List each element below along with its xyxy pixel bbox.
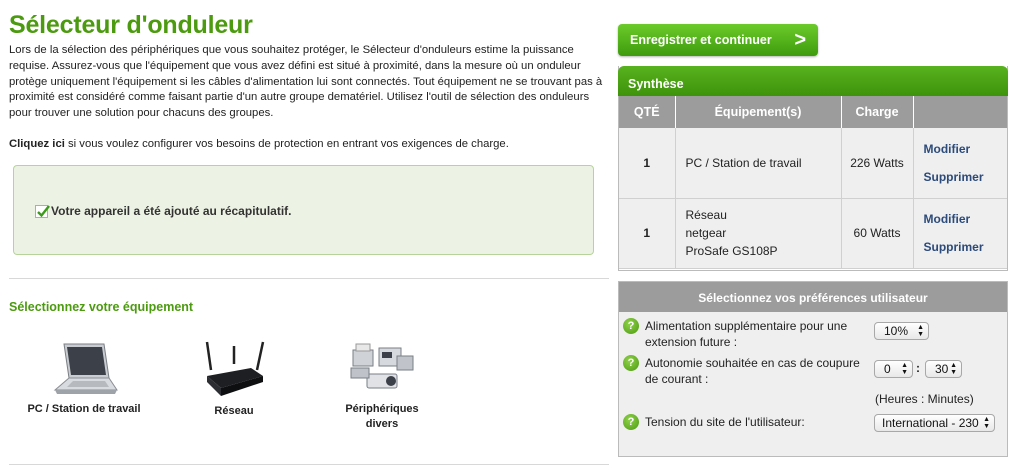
equipment-peripherals[interactable] xyxy=(327,340,437,432)
voltage-select[interactable] xyxy=(874,414,995,432)
autonomy-unit: (Heures : Minutes) xyxy=(875,392,974,406)
equipment-section-title: Sélectionnez votre équipement xyxy=(9,300,194,314)
pref-extension-row xyxy=(623,318,873,350)
time-separator: : xyxy=(916,361,920,375)
help-icon[interactable]: ? xyxy=(623,414,639,430)
delete-link[interactable]: Supprimer xyxy=(923,240,984,254)
laptop-icon xyxy=(49,340,119,398)
pref-autonomy-row xyxy=(623,355,873,387)
summary-title: Synthèse xyxy=(618,66,1008,96)
success-message-box xyxy=(13,165,594,255)
table-row xyxy=(619,198,1007,268)
divider xyxy=(9,464,609,465)
pref-extension-label: Alimentation supplémentaire pour une extension future : xyxy=(645,319,848,349)
autonomy-minutes-value: 30 xyxy=(935,362,949,376)
autonomy-minutes-select[interactable] xyxy=(925,360,962,378)
chevron-right-icon: > xyxy=(794,29,806,51)
autonomy-hours-value: 0 xyxy=(884,362,891,376)
row-equipment-line: PC / Station de travail xyxy=(685,155,802,170)
select-arrows-icon: ▲ ▼ xyxy=(901,362,908,376)
equipment-label xyxy=(327,402,437,432)
row-qty: 1 xyxy=(619,198,675,268)
select-arrows-icon: ▲ ▼ xyxy=(950,362,957,376)
summary-panel xyxy=(618,66,1008,271)
configure-paragraph xyxy=(9,138,609,150)
select-arrows-icon: ▲ ▼ xyxy=(917,324,924,338)
preferences-panel xyxy=(618,281,1008,457)
row-equipment xyxy=(675,128,841,198)
pref-voltage-label: Tension du site de l'utilisateur: xyxy=(645,415,805,429)
equipment-label-text: Périphériques divers xyxy=(345,403,419,430)
help-icon[interactable]: ? xyxy=(623,355,639,371)
equipment-label: PC / Station de travail xyxy=(27,403,141,415)
configure-text: si vous voulez configurer vos besoins de protection en entrant vos exigences de charge. xyxy=(64,137,509,150)
page-title: Sélecteur d'onduleur xyxy=(9,11,253,39)
column-header-equipment: Équipement(s) xyxy=(675,96,841,128)
column-header-load: Charge xyxy=(841,96,913,128)
voltage-select-value: International - 230 xyxy=(882,416,979,430)
equipment-network[interactable] xyxy=(194,340,274,419)
extension-select[interactable] xyxy=(874,322,929,340)
equipment-pc-workstation[interactable] xyxy=(24,340,144,417)
row-load: 226 Watts xyxy=(841,128,913,198)
equipment-label: Réseau xyxy=(214,405,254,417)
checkmark-icon xyxy=(35,205,48,218)
help-icon[interactable]: ? xyxy=(623,318,639,334)
save-continue-label: Enregistrer et continuer xyxy=(630,33,772,47)
row-equipment-line: ProSafe GS108P xyxy=(685,244,778,258)
autonomy-hours-select[interactable] xyxy=(874,360,913,378)
row-actions xyxy=(913,198,1007,268)
preferences-title: Sélectionnez vos préférences utilisateur xyxy=(619,282,1007,312)
table-row xyxy=(619,128,1007,198)
column-header-qty: QTÉ xyxy=(619,96,675,128)
row-load: 60 Watts xyxy=(841,198,913,268)
extension-select-value: 10% xyxy=(884,324,909,338)
peripherals-icon xyxy=(347,340,417,398)
summary-table xyxy=(619,96,1007,269)
edit-link[interactable]: Modifier xyxy=(923,141,971,156)
edit-link[interactable]: Modifier xyxy=(923,212,971,226)
main-content xyxy=(9,10,609,430)
row-equipment xyxy=(675,198,841,268)
row-equipment-line: Réseau xyxy=(685,208,727,222)
success-message-text: Votre appareil a été ajouté au récapitulatif. xyxy=(51,204,292,218)
row-qty: 1 xyxy=(619,128,675,198)
pref-autonomy-label: Autonomie souhaitée en cas de coupure de courant : xyxy=(645,356,860,386)
intro-paragraph: Lors de la sélection des périphériques que vous souhaitez protéger, le Sélecteur d'onduleurs estime la puissance requise. Assurez-vous que l'équipement que vous avez défini est situé à proximité, dans la mesure où un onduleur protège uniquement l'équipement si les câbles d'alimentation lui sont connectés. Tout équipement ne se trouvant pas à proximité est considéré comme faisant partie d'un autre groupe dematériel. Utilisez l'outil de sélection des onduleurs pour trouver une solution pour chacuns des groupes. xyxy=(9,44,603,120)
router-icon xyxy=(201,340,267,400)
row-equipment-line: netgear xyxy=(685,226,727,240)
configure-link[interactable]: Cliquez ici xyxy=(9,137,65,150)
column-header-actions xyxy=(913,96,1007,128)
pref-voltage-row xyxy=(623,414,873,430)
select-arrows-icon: ▲ ▼ xyxy=(983,416,990,430)
delete-link[interactable]: Supprimer xyxy=(923,169,984,184)
success-message xyxy=(35,204,292,218)
save-continue-button[interactable] xyxy=(618,24,818,56)
row-actions xyxy=(913,128,1007,198)
divider xyxy=(9,278,609,279)
